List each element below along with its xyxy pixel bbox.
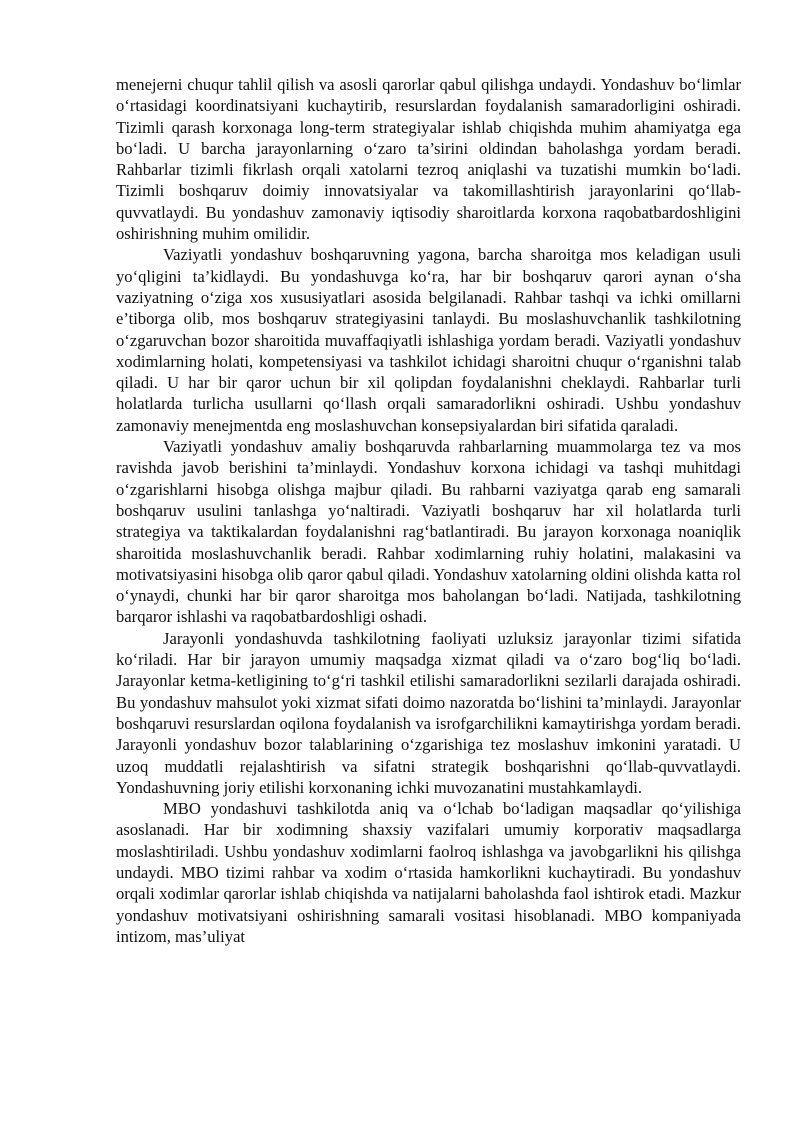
paragraph-process-approach: Jarayonli yondashuvda tashkilotning faoliyati uzluksiz jarayonlar tizimi sifatida ko‘riladi. Har bir jarayon umumiy maqsadga xizmat qiladi va o‘zaro bog‘liq bo‘ladi. Jarayonlar ketma-ketligining to‘g‘ri tashkil etilishi samaradorlikni sezilarli darajada oshiradi. Bu yondashuv mahsulot yoki xizmat sifati doimo nazoratda bo‘lishini ta’minlaydi. Jarayonlar boshqaruvi resurslardan oqilona foydalanish va isrofgarchilikni kamaytirishga yordam beradi. Jarayonli yondashuv bozor talablarining o‘zgarishiga tez moslashuv imkonini yaratadi. U uzoq muddatli rejalashtirish va sifatni strategik boshqarishni qo‘llab-quvvatlaydi. Yondashuvning joriy etilishi korxonaning ichki muvozanatini mustahkamlaydi. — [116, 628, 741, 797]
paragraph-mbo-approach: MBO yondashuvi tashkilotda aniq va o‘lchab bo‘ladigan maqsadlar qo‘yilishiga asoslanadi. Har bir xodimning shaxsiy vazifalari umumiy korporativ maqsadlarga moslashtiriladi. Ushbu yondashuv xodimlarni faolroq ishlashga va javobgarlikni his qilishga undaydi. MBO tizimi rahbar va xodim o‘rtasida hamkorlikni kuchaytiradi. Bu yondashuv orqali xodimlar qarorlar ishlab chiqishda va natijalarni baholashda faol ishtirok etadi. Mazkur yondashuv motivatsiyani oshirishning samarali vositasi hisoblanadi. MBO kompaniyada intizom, mas’uliyat — [116, 799, 741, 946]
paragraph-situational-approach-practice: Vaziyatli yondashuv amaliy boshqaruvda rahbarlarning muammolarga tez va mos ravishda javob berishini ta’minlaydi. Yondashuv korxona ichidagi va tashqi muhitdagi o‘zgarishlarni hisobga olishga majbur qiladi. Bu rahbarni vaziyatga qarab eng samarali boshqaruv usulini tanlashga yo‘naltiradi. Vaziyatli boshqaruv har xil holatlarda turli strategiya va taktikalardan foydalanishni rag‘batlantiradi. Bu jarayon korxonaga noaniqlik sharoitida moslashuvchanlik beradi. Rahbar xodimlarning ruhiy holatini, malakasini va motivatsiyasini hisobga olib qaror qabul qiladi. Yondashuv xatolarning oldini olishda katta rol o‘ynaydi, chunki har bir qaror sharoitga mos baholangan bo‘ladi. Natijada, tashkilotning barqaror ishlashi va raqobatbardoshligi oshadi. — [116, 437, 741, 627]
document-page — [116, 74, 741, 947]
paragraph-systematic-approach-continued: menejerni chuqur tahlil qilish va asosli qarorlar qabul qilishga undaydi. Yondashuv bo‘limlar o‘rtasidagi koordinatsiyani kuchaytirib, resurslardan foydalanish samaradorligini oshiradi. Tizimli qarash korxonaga long-term strategiyalar ishlab chiqishda muhim ahamiyatga ega bo‘ladi. U barcha jarayonlarning o‘zaro ta’sirini oldindan baholashga yordam beradi. Rahbarlar tizimli fikrlash orqali xatolarni tezroq aniqlashi va tuzatishi mumkin bo‘ladi. Tizimli boshqaruv doimiy innovatsiyalar va takomillashtirish jarayonlarini qo‘llab-quvvatlaydi. Bu yondashuv zamonaviy iqtisodiy sharoitlarda korxona raqobatbardoshligini oshirishning muhim omilidir. — [116, 75, 741, 244]
paragraph-situational-approach: Vaziyatli yondashuv boshqaruvning yagona, barcha sharoitga mos keladigan usuli yo‘qligini ta’kidlaydi. Bu yondashuvga ko‘ra, har bir boshqaruv qarori aynan o‘sha vaziyatning o‘ziga xos xususiyatlari asosida belgilanadi. Rahbar tashqi va ichki omillarni e’tiborga olib, mos boshqaruv strategiyasini tanlaydi. Bu moslashuvchanlik tashkilotning o‘zgaruvchan bozor sharoitida muvaffaqiyatli ishlashiga yordam beradi. Vaziyatli yondashuv xodimlarning holati, kompetensiyasi va tashkilot ichidagi sharoitni chuqur o‘rganishni talab qiladi. U har bir qaror uchun bir xil qolipdan foydalanishni cheklaydi. Rahbarlar turli holatlarda turlicha usullarni qo‘llash orqali samaradorlikni oshiradi. Ushbu yondashuv zamonaviy menejmentda eng moslashuvchan konsepsiyalardan biri sifatida qaraladi. — [116, 245, 741, 435]
